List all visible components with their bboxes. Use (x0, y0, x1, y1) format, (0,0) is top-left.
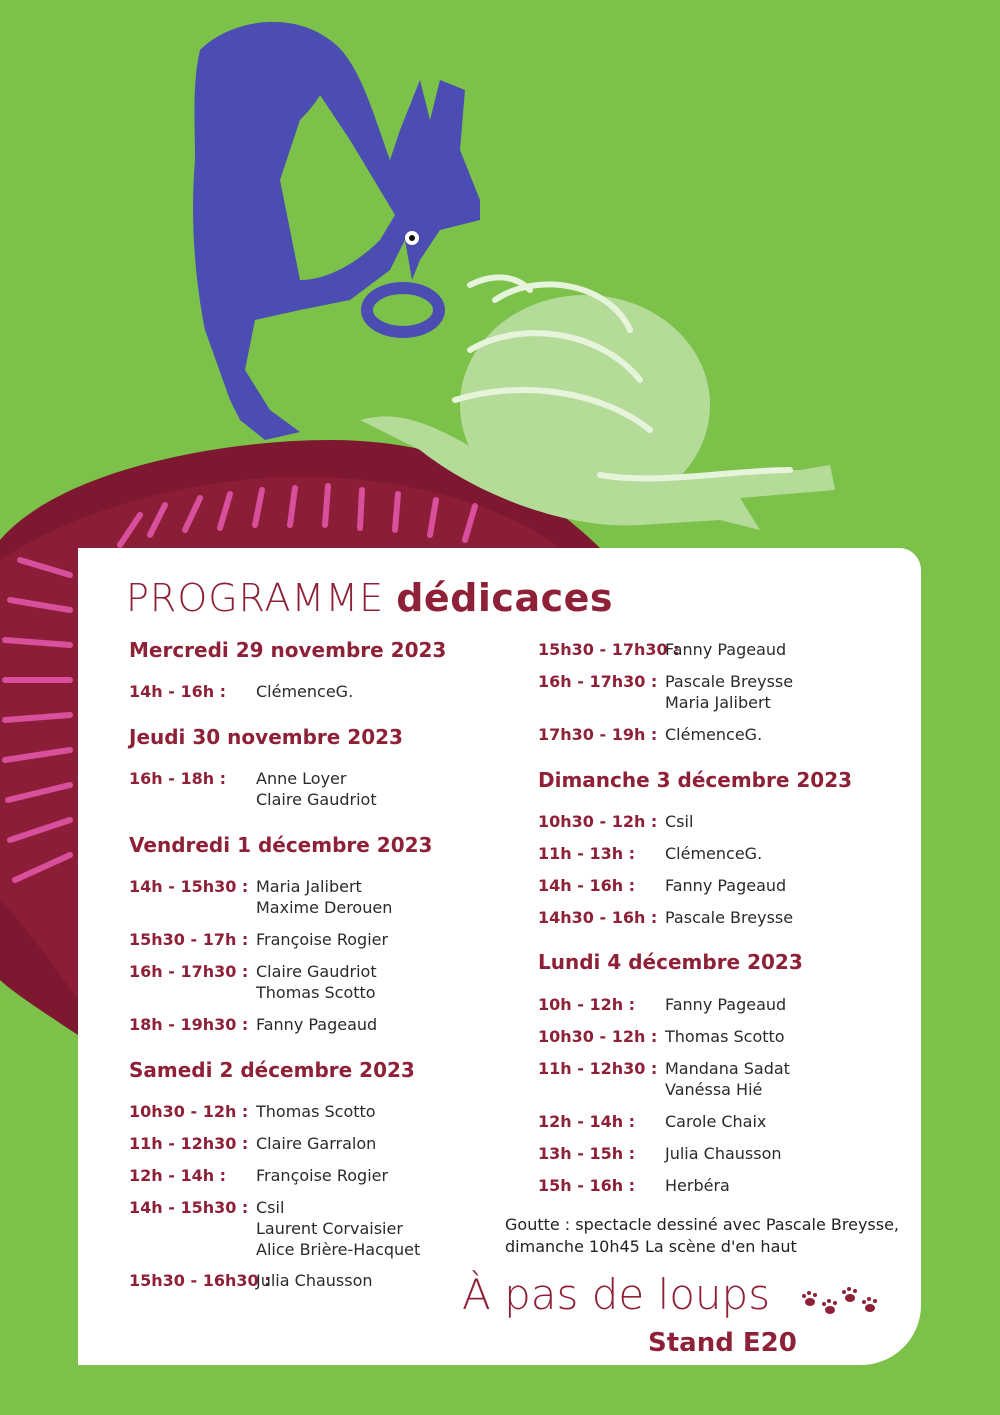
slot-authors (665, 843, 762, 864)
author-name: ClémenceG. (665, 725, 763, 744)
author-name: Maria Jalibert (665, 693, 771, 712)
author-name: Alice Brière-Hacquet (256, 1240, 421, 1259)
schedule-slot (538, 1026, 785, 1047)
slot-authors (665, 639, 786, 660)
slot-time: 10h - 12h : (538, 995, 636, 1014)
schedule-slot (129, 1101, 376, 1122)
slot-authors (665, 1143, 782, 1164)
day-heading: Vendredi 1 décembre 2023 (129, 833, 433, 857)
slot-time: 14h - 16h : (129, 682, 227, 701)
schedule-slot (538, 724, 762, 745)
schedule-slot (538, 671, 793, 713)
author-name: Herbéra (665, 1176, 730, 1195)
slot-time: 14h30 - 16h : (538, 908, 658, 927)
slot-authors (256, 961, 377, 1003)
brand-name: À pas de loups (462, 1270, 771, 1319)
slot-time: 13h - 15h : (538, 1144, 636, 1163)
author-name: Thomas Scotto (256, 983, 376, 1002)
slot-authors (256, 1270, 373, 1291)
slot-time: 10h30 - 12h : (538, 812, 658, 831)
schedule-slot (129, 681, 353, 702)
slot-authors (256, 1197, 420, 1260)
schedule-slot (538, 1111, 766, 1132)
slot-time: 14h - 15h30 : (129, 1198, 249, 1217)
author-name: Carole Chaix (665, 1112, 767, 1131)
schedule-slot (129, 929, 388, 950)
day-heading: Samedi 2 décembre 2023 (129, 1058, 415, 1082)
slot-time: 16h - 17h30 : (129, 962, 249, 981)
author-name: Thomas Scotto (256, 1102, 376, 1121)
slot-time: 11h - 12h30 : (129, 1134, 249, 1153)
schedule-slot (538, 843, 762, 864)
author-name: ClémenceG. (665, 844, 763, 863)
author-name: ClémenceG. (256, 682, 354, 701)
schedule-slot (538, 639, 786, 660)
schedule-slot (538, 994, 786, 1015)
day-heading: Lundi 4 décembre 2023 (538, 950, 803, 974)
slot-time: 14h - 16h : (538, 876, 636, 895)
day-heading: Dimanche 3 décembre 2023 (538, 768, 853, 792)
slot-time: 15h30 - 17h : (129, 930, 249, 949)
author-name: Claire Gaudriot (256, 790, 377, 809)
author-name: Fanny Pageaud (665, 995, 787, 1014)
slot-authors (256, 681, 353, 702)
page-title (126, 576, 613, 620)
slot-time: 16h - 17h30 : (538, 672, 658, 691)
slot-authors (256, 929, 388, 950)
schedule-slot (538, 1143, 782, 1164)
slot-authors (256, 1101, 376, 1122)
slot-time: 18h - 19h30 : (129, 1015, 249, 1034)
slot-time: 12h - 14h : (538, 1112, 636, 1131)
author-name: Claire Garralon (256, 1134, 377, 1153)
author-name: Pascale Breysse (665, 672, 794, 691)
author-name: Csil (256, 1198, 285, 1217)
schedule-slot (129, 768, 377, 810)
paw-prints-icon (800, 1286, 880, 1322)
slot-time: 15h30 - 16h30 : (129, 1271, 271, 1290)
slot-authors (665, 1111, 766, 1132)
slot-time: 16h - 18h : (129, 769, 227, 788)
schedule-slot (129, 961, 377, 1003)
author-name: Françoise Rogier (256, 930, 389, 949)
slot-authors (256, 1133, 376, 1154)
schedule-slot (129, 1197, 420, 1260)
schedule-slot (129, 1270, 373, 1291)
slot-time: 12h - 14h : (129, 1166, 227, 1185)
slot-time: 15h30 - 17h30 : (538, 640, 680, 659)
schedule-slot (538, 875, 786, 896)
stand-label: Stand E20 (648, 1328, 797, 1358)
schedule-slot (129, 876, 392, 918)
slot-time: 11h - 12h30 : (538, 1059, 658, 1078)
author-name: Pascale Breysse (665, 908, 794, 927)
author-name: Françoise Rogier (256, 1166, 389, 1185)
slot-authors (665, 724, 762, 745)
slot-authors (256, 1014, 377, 1035)
author-name: Fanny Pageaud (665, 640, 787, 659)
author-name: Laurent Corvaisier (256, 1219, 403, 1238)
title-light: PROGRAMME (126, 576, 385, 620)
figure-with-magnifier-illustration (193, 22, 480, 440)
author-name: Julia Chausson (665, 1144, 782, 1163)
schedule-slot (538, 1058, 790, 1100)
title-bold: dédicaces (396, 576, 614, 620)
schedule-slot (538, 1175, 730, 1196)
slot-time: 15h - 16h : (538, 1176, 636, 1195)
author-name: Fanny Pageaud (665, 876, 787, 895)
author-name: Maxime Derouen (256, 898, 393, 917)
author-name: Maria Jalibert (256, 877, 362, 896)
slot-authors (256, 1165, 388, 1186)
schedule-slot (129, 1133, 376, 1154)
slot-authors (665, 994, 786, 1015)
slot-time: 14h - 15h30 : (129, 877, 249, 896)
slot-time: 10h30 - 12h : (538, 1027, 658, 1046)
schedule-slot (129, 1165, 388, 1186)
schedule-slot (538, 907, 793, 928)
slot-time: 11h - 13h : (538, 844, 636, 863)
author-name: Fanny Pageaud (256, 1015, 378, 1034)
event-note: Goutte : spectacle dessiné avec Pascale Breysse, dimanche 10h45 La scène d'en haut (505, 1215, 900, 1256)
slot-authors (665, 1058, 790, 1100)
slot-authors (665, 875, 786, 896)
schedule-slot (129, 1014, 377, 1035)
slot-authors (665, 907, 793, 928)
slot-authors (256, 768, 377, 810)
day-heading: Jeudi 30 novembre 2023 (129, 725, 403, 749)
slot-authors (665, 1026, 785, 1047)
slot-authors (256, 876, 392, 918)
day-heading: Mercredi 29 novembre 2023 (129, 638, 447, 662)
author-name: Thomas Scotto (665, 1027, 785, 1046)
slot-time: 10h30 - 12h : (129, 1102, 249, 1121)
author-name: Mandana Sadat (665, 1059, 790, 1078)
author-name: Csil (665, 812, 694, 831)
slot-authors (665, 1175, 730, 1196)
author-name: Anne Loyer (256, 769, 347, 788)
author-name: Julia Chausson (256, 1271, 373, 1290)
schedule-slot (538, 811, 693, 832)
author-name: Claire Gaudriot (256, 962, 377, 981)
author-name: Vanéssa Hié (665, 1080, 763, 1099)
slot-authors (665, 671, 793, 713)
slot-time: 17h30 - 19h : (538, 725, 658, 744)
slot-authors (665, 811, 693, 832)
